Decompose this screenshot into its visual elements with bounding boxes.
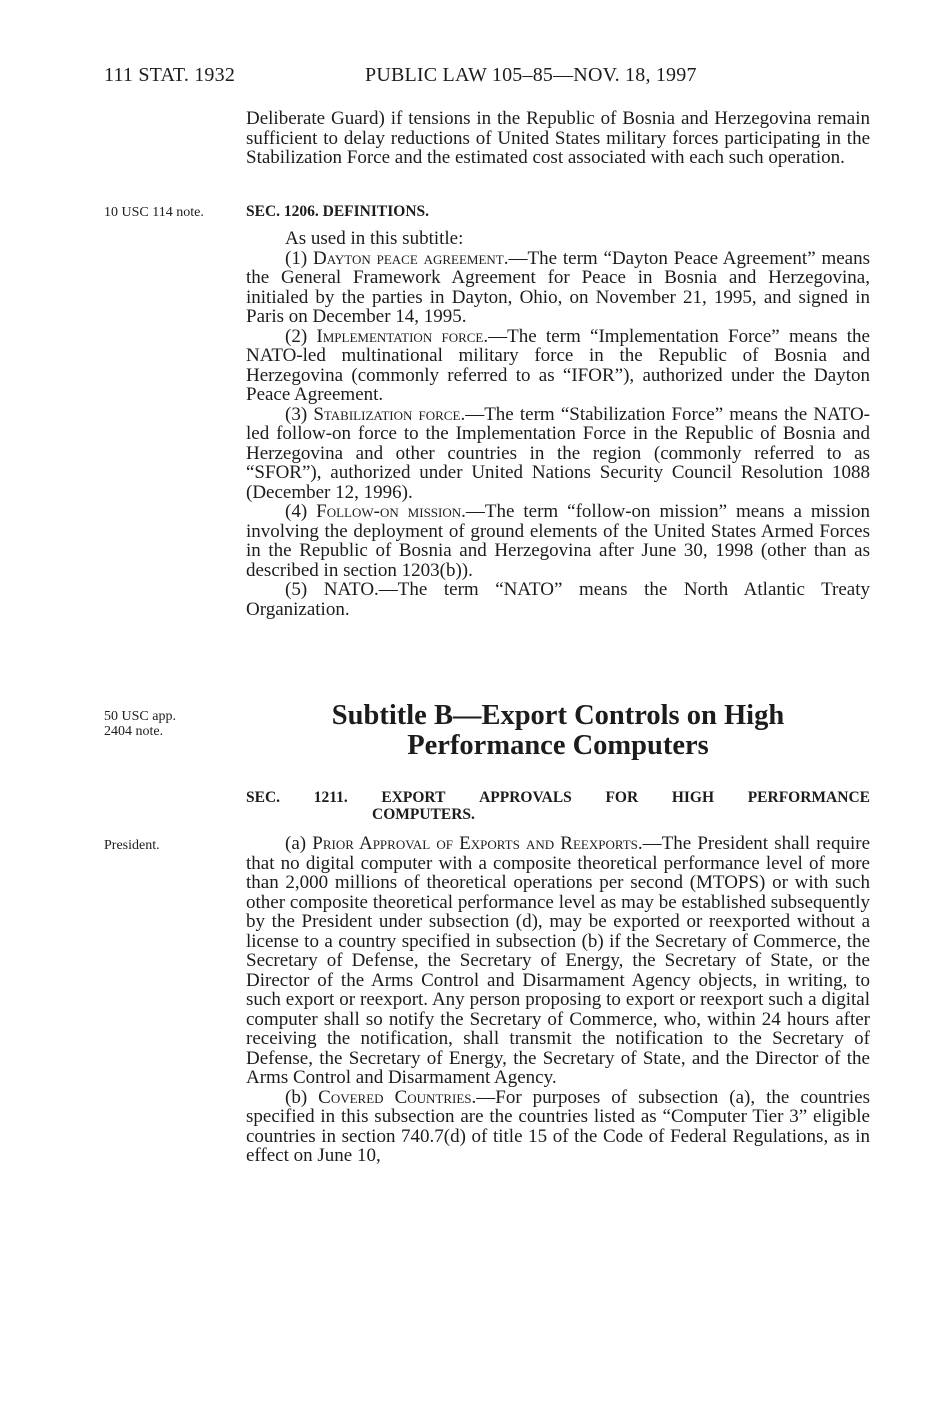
subsection-a: (a) Prior Approval of Exports and Reexports.—The President shall require that no digital computer with a composite theoretical performance level of more than 2,000 millions of theoretical operations per second (MTOPS) or with such other composite theoretical performance level as may be established subsequently by the President under subsection (d), may be exported or reexported without a license to a country specified in subsection (b) if the Secretary of Commerce, the Secretary of Defense, the Secretary of Energy, the Secretary of State, or the Director of the Arms Control and Disarmament Agency objects, in writing, to such export or reexport. Any person proposing to export or reexport such a digital computer shall so notify the Secretary of Commerce, who, within 24 hours after receiving the notification, shall transmit the notification to the Secretary of Defense, the Secretary of Energy, the Secretary of State, and the Director of the Arms Control and Disarmament Agency. xyxy=(246,833,871,1088)
statute-page-number: 111 STAT. 1932 xyxy=(104,64,236,86)
continuation-block xyxy=(246,109,870,168)
section-1206-body xyxy=(246,229,870,619)
definition-item: (1) Dayton peace agreement.—The term “Dayton Peace Agreement” means the General Framework Agreement for Peace in Bosnia and Herzegovina, initialed by the parties in Dayton, Ohio, on November 21, 1995, and signed in Paris on December 14, 1995. xyxy=(246,247,870,327)
continuation-paragraph: Deliberate Guard) if tensions in the Republic of Bosnia and Herzegovina remain sufficient to delay reductions of United States military forces participating in the Stabilization Force and the estimated cost associated with each such operation. xyxy=(246,108,870,168)
definition-item: (3) Stabilization force.—The term “Stabilization Force” means the NATO-led follow-on force to the Implementation Force in the Republic of Bosnia and Herzegovina and other countries in the region (commonly referred to as “SFOR”), authorized under United Nations Security Council Resolution 1088 (December 12, 1996). xyxy=(246,403,871,503)
subsection-term: Covered Countries xyxy=(318,1086,472,1108)
section-1211-heading xyxy=(246,789,870,823)
definition-term: Stabilization force xyxy=(313,403,461,425)
subtitle-line: Performance Computers xyxy=(407,730,709,761)
section-1211-body xyxy=(246,834,870,1166)
definition-term: Dayton peace agreement xyxy=(312,247,504,269)
margin-note-line: 2404 note. xyxy=(104,724,164,739)
definition-item: (2) Implementation force.—The term “Implementation Force” means the NATO-led multinational military force in the Republic of Bosnia and Herzegovina (commonly referred to as “IFOR”), authorized under the Dayton Peace Agreement. xyxy=(246,325,870,405)
subtitle-line: Subtitle B—Export Controls on High xyxy=(331,700,785,731)
public-law-header: PUBLIC LAW 105–85—NOV. 18, 1997 xyxy=(365,64,697,86)
margin-note-usc-114: 10 USC 114 note. xyxy=(104,205,204,220)
subsection-b: (b) Covered Countries.—For purposes of subsection (a), the countries specified in this subsection are the countries listed as “Computer Tier 3” eligible countries in section 740.7(d) of title 15 of the Code of Federal Regulations, as in effect on June 10, xyxy=(246,1086,871,1166)
margin-note-usc-app xyxy=(104,709,176,739)
margin-note-president: President. xyxy=(104,838,160,853)
subsection-term: Prior Approval of Exports and Reexports xyxy=(312,833,638,854)
definition-term: Implementation force xyxy=(316,325,484,347)
definition-term: Follow-on mission xyxy=(316,501,462,522)
definitions-intro: As used in this subtitle: xyxy=(285,228,464,249)
definition-item: (5) NATO.—The term “NATO” means the North Atlantic Treaty Organization. xyxy=(246,579,871,620)
section-1211-heading-line: SEC. 1211. EXPORT APPROVALS FOR HIGH PERFORMANCE xyxy=(246,789,870,806)
section-1206-heading: SEC. 1206. DEFINITIONS. xyxy=(246,203,430,220)
section-1211-heading-continued: COMPUTERS. xyxy=(372,806,475,823)
subtitle-heading xyxy=(246,701,870,761)
margin-note-line: 50 USC app. xyxy=(104,709,176,724)
definition-item: (4) Follow-on mission.—The term “follow-on mission” means a mission involving the deployment of ground elements of the United States Armed Forces in the Republic of Bosnia and Herzegovina after June 30, 1998 (other than as described in section 1203(b)). xyxy=(246,501,870,581)
